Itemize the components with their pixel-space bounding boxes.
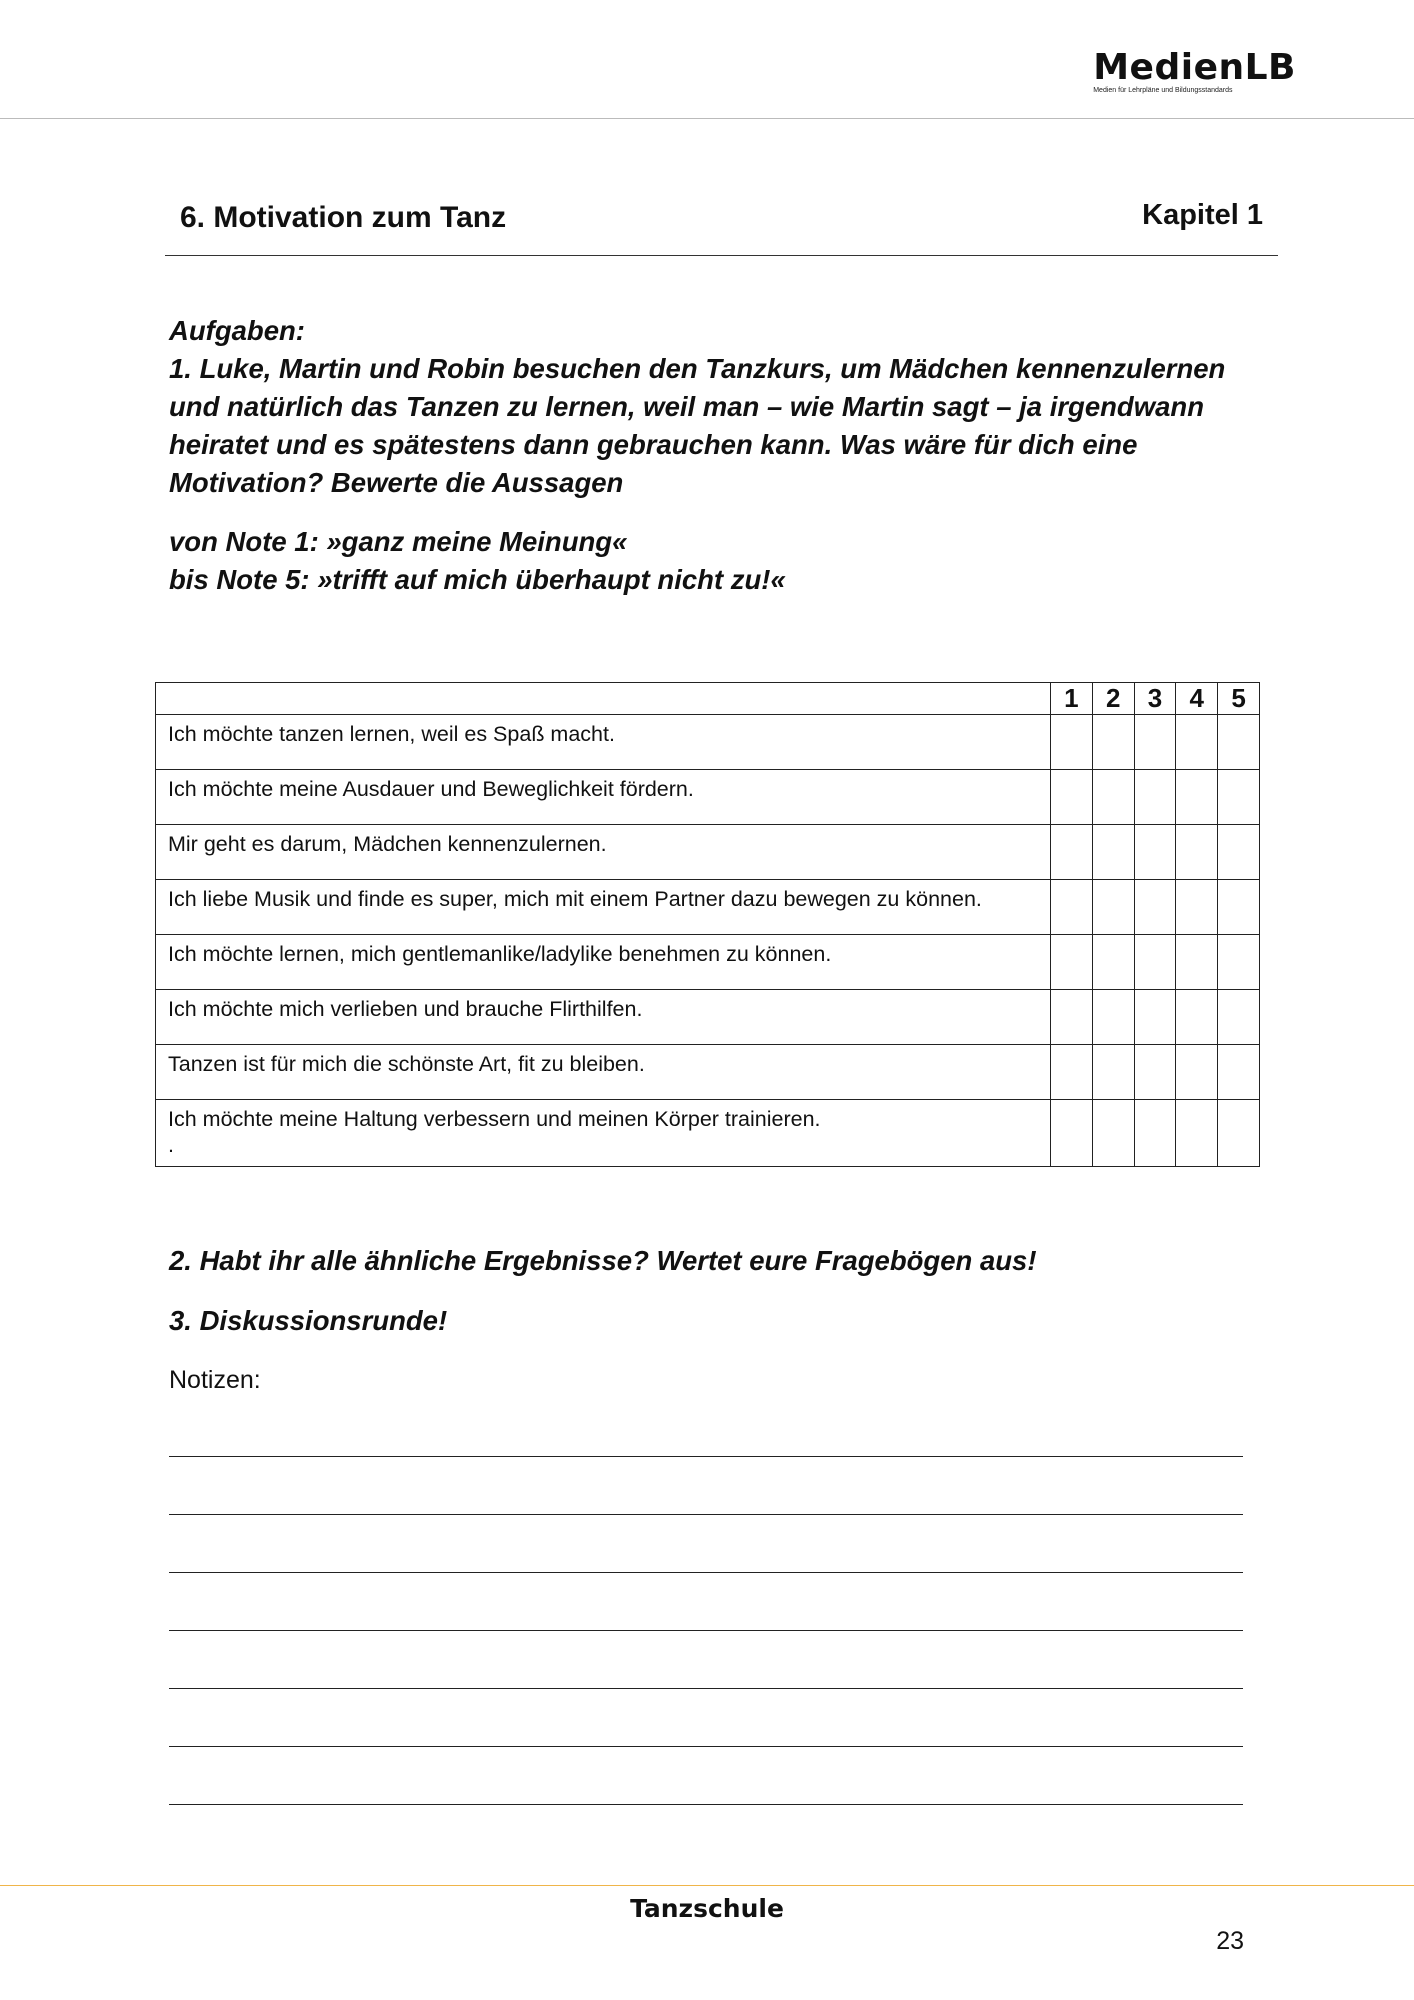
rating-box-2[interactable] — [1092, 715, 1134, 770]
statement-cell: Ich möchte tanzen lernen, weil es Spaß macht. — [156, 715, 1051, 770]
statement-cell: Mir geht es darum, Mädchen kennenzulernen. — [156, 825, 1051, 880]
rating-box-3[interactable] — [1134, 1045, 1176, 1100]
rating-box-4[interactable] — [1176, 770, 1218, 825]
rating-box-5[interactable] — [1218, 935, 1260, 990]
rating-box-4[interactable] — [1176, 935, 1218, 990]
note-line[interactable] — [169, 1630, 1243, 1631]
logo-text: MedienLB — [1093, 47, 1296, 88]
rating-box-2[interactable] — [1092, 935, 1134, 990]
rating-box-1[interactable] — [1051, 1100, 1093, 1167]
logo-tagline: Medien für Lehrpläne und Bildungsstandards — [1093, 87, 1233, 94]
medienlb-logo — [1093, 47, 1296, 95]
footer-title: Tanzschule — [630, 1894, 784, 1923]
rating-header-5: 5 — [1218, 683, 1260, 715]
notes-label: Notizen: — [169, 1366, 261, 1394]
rating-box-3[interactable] — [1134, 825, 1176, 880]
rating-box-3[interactable] — [1134, 1100, 1176, 1167]
scale-to: bis Note 5: »trifft auf mich überhaupt nicht zu!« — [169, 564, 786, 595]
rating-box-3[interactable] — [1134, 935, 1176, 990]
note-line[interactable] — [169, 1572, 1243, 1573]
rating-header-1: 1 — [1051, 683, 1093, 715]
statement-cell: Ich möchte meine Haltung verbessern und meinen Körper trainieren. . — [156, 1100, 1051, 1167]
rating-box-1[interactable] — [1051, 1045, 1093, 1100]
table-row — [156, 715, 1260, 770]
rating-box-2[interactable] — [1092, 1100, 1134, 1167]
page-number: 23 — [1216, 1927, 1244, 1955]
rating-box-5[interactable] — [1218, 715, 1260, 770]
header-divider — [0, 118, 1414, 119]
table-row — [156, 1100, 1260, 1167]
chapter-label: Kapitel 1 — [1142, 199, 1263, 231]
note-line[interactable] — [169, 1456, 1243, 1457]
rating-box-4[interactable] — [1176, 825, 1218, 880]
statement-cell: Ich möchte lernen, mich gentlemanlike/ladylike benehmen zu können. — [156, 935, 1051, 990]
rating-box-1[interactable] — [1051, 880, 1093, 935]
rating-header-2: 2 — [1092, 683, 1134, 715]
table-row — [156, 825, 1260, 880]
tasks-block — [169, 312, 1279, 599]
note-line[interactable] — [169, 1746, 1243, 1747]
tasks-heading: Aufgaben: — [169, 315, 305, 346]
statement-cell: Ich liebe Musik und finde es super, mich mit einem Partner dazu bewegen zu können. — [156, 880, 1051, 935]
rating-box-3[interactable] — [1134, 880, 1176, 935]
rating-box-5[interactable] — [1218, 990, 1260, 1045]
table-row — [156, 990, 1260, 1045]
statement-header — [156, 683, 1051, 715]
rating-box-4[interactable] — [1176, 715, 1218, 770]
statement-cell: Ich möchte mich verlieben und brauche Flirthilfen. — [156, 990, 1051, 1045]
statement-cell: Tanzen ist für mich die schönste Art, fit zu bleiben. — [156, 1045, 1051, 1100]
statement-cell: Ich möchte meine Ausdauer und Beweglichkeit fördern. — [156, 770, 1051, 825]
table-row — [156, 1045, 1260, 1100]
rating-box-5[interactable] — [1218, 770, 1260, 825]
rating-box-4[interactable] — [1176, 1100, 1218, 1167]
rating-header-row — [156, 683, 1260, 715]
footer-divider — [0, 1885, 1414, 1886]
rating-box-5[interactable] — [1218, 880, 1260, 935]
rating-box-1[interactable] — [1051, 935, 1093, 990]
rating-header-3: 3 — [1134, 683, 1176, 715]
rating-box-2[interactable] — [1092, 770, 1134, 825]
rating-box-1[interactable] — [1051, 825, 1093, 880]
rating-box-3[interactable] — [1134, 715, 1176, 770]
title-divider — [165, 255, 1278, 256]
note-line[interactable] — [169, 1804, 1243, 1805]
rating-box-1[interactable] — [1051, 715, 1093, 770]
rating-box-2[interactable] — [1092, 990, 1134, 1045]
task-1-text: 1. Luke, Martin und Robin besuchen den Tanzkurs, um Mädchen kennenzulernen und natürlich das Tanzen zu lernen, weil man – wie Martin sagt – ja irgendwann heiratet und es spätestens dann gebrauchen kann. Was wäre für dich eine Motivation? Bewerte die Aussagen — [169, 353, 1226, 498]
task-3-text: 3. Diskussionsrunde! — [169, 1305, 448, 1336]
task-2-text: 2. Habt ihr alle ähnliche Ergebnisse? Wertet eure Fragebögen aus! — [169, 1245, 1037, 1276]
rating-box-1[interactable] — [1051, 770, 1093, 825]
rating-box-3[interactable] — [1134, 770, 1176, 825]
rating-box-5[interactable] — [1218, 825, 1260, 880]
rating-box-5[interactable] — [1218, 1045, 1260, 1100]
table-row — [156, 935, 1260, 990]
rating-box-4[interactable] — [1176, 880, 1218, 935]
scale-from: von Note 1: »ganz meine Meinung« — [169, 526, 628, 557]
rating-box-5[interactable] — [1218, 1100, 1260, 1167]
rating-box-2[interactable] — [1092, 880, 1134, 935]
note-line[interactable] — [169, 1688, 1243, 1689]
page-title: 6. Motivation zum Tanz — [180, 201, 507, 234]
rating-box-2[interactable] — [1092, 825, 1134, 880]
rating-box-4[interactable] — [1176, 1045, 1218, 1100]
table-row — [156, 770, 1260, 825]
rating-box-2[interactable] — [1092, 1045, 1134, 1100]
rating-box-1[interactable] — [1051, 990, 1093, 1045]
table-row — [156, 880, 1260, 935]
rating-table — [155, 682, 1260, 1167]
rating-header-4: 4 — [1176, 683, 1218, 715]
rating-box-3[interactable] — [1134, 990, 1176, 1045]
rating-box-4[interactable] — [1176, 990, 1218, 1045]
note-line[interactable] — [169, 1514, 1243, 1515]
